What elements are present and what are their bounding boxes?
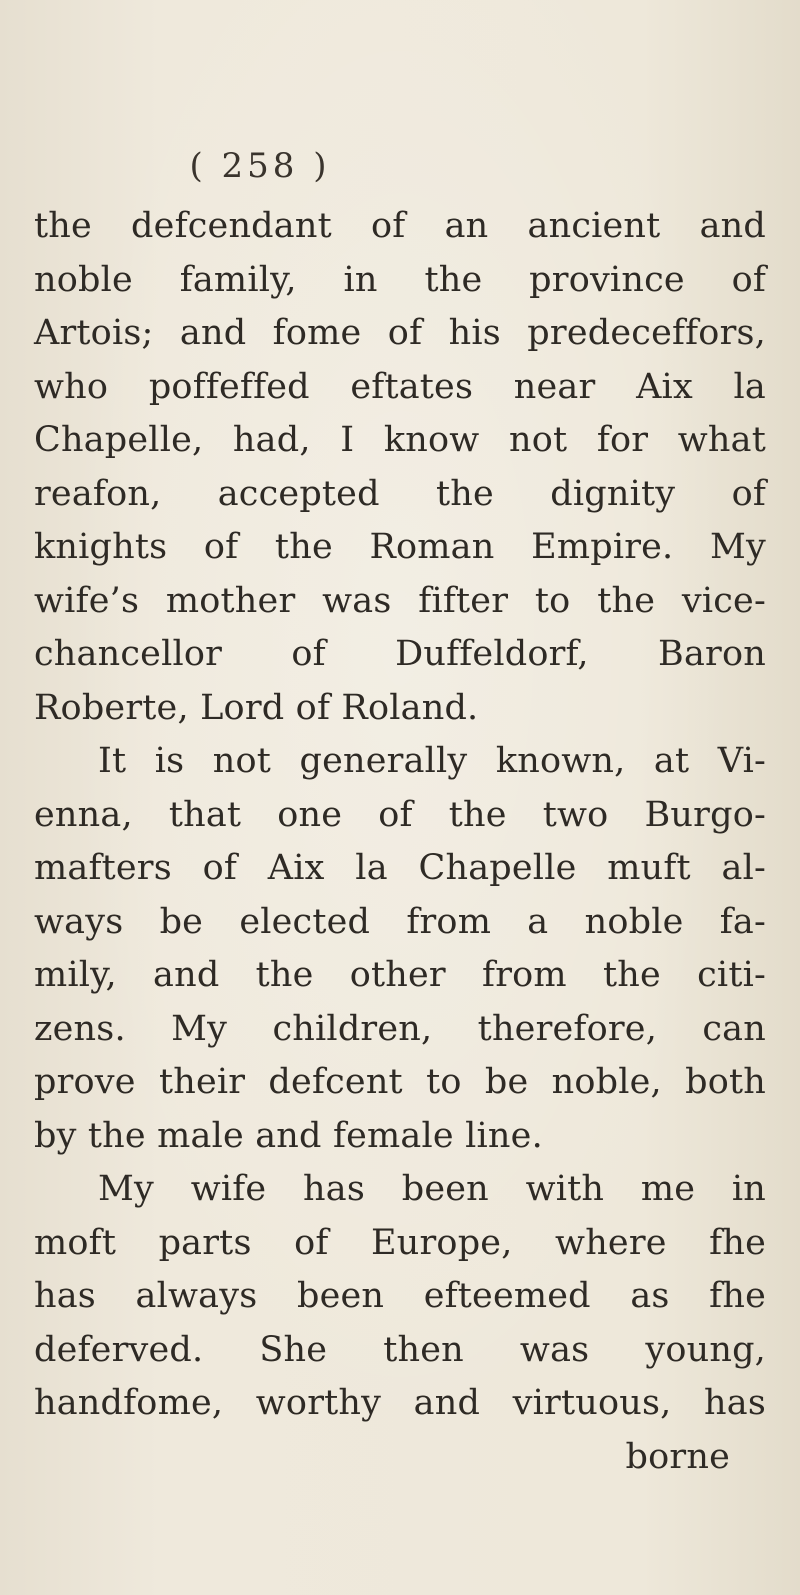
text-line: Chapelle, had, I know not for what	[34, 420, 766, 460]
text-line: ways be elected from a noble fa-	[34, 901, 766, 942]
text-line: by the male and female line.	[34, 1115, 543, 1156]
text-line: moft parts of Europe, where fhe	[34, 1222, 766, 1263]
text-line: has always been efteemed as fhe	[34, 1276, 766, 1316]
text-line: noble family, in the province of	[34, 259, 766, 300]
page-number: ( 258 )	[189, 146, 331, 186]
text-line: enna, that one of the two Burgo-	[34, 794, 766, 835]
text-line: the defcendant of an ancient and	[34, 206, 766, 246]
body-text	[34, 200, 766, 1484]
text-line: Artois; and fome of his predeceffors,	[34, 313, 766, 353]
text-line: reafon, accepted the dignity of	[34, 473, 766, 514]
text-line: who poffeffed eftates near Aix la	[34, 366, 766, 407]
text-line: handfome, worthy and virtuous, has	[34, 1383, 766, 1423]
text-line: prove their defcent to be noble, both	[34, 1062, 766, 1102]
text-line: Roberte, Lord of Roland.	[34, 687, 479, 728]
text-line: wife’s mother was fifter to the vice-	[34, 580, 766, 621]
paragraph-start-line: My wife has been with me in	[98, 1169, 766, 1209]
text-line: mafters of Aix la Chapelle muft al-	[34, 848, 766, 888]
text-line: chancellor of Duffeldorf, Baron	[34, 634, 766, 674]
text-line: knights of the Roman Empire. My	[34, 527, 766, 567]
paragraph-start-line: It is not generally known, at Vi-	[98, 741, 766, 781]
text-line: zens. My children, therefore, can	[34, 1008, 766, 1049]
text-line: deferved. She then was young,	[34, 1329, 766, 1370]
text-line: mily, and the other from the citi-	[34, 955, 766, 995]
catchword: borne	[625, 1436, 730, 1477]
